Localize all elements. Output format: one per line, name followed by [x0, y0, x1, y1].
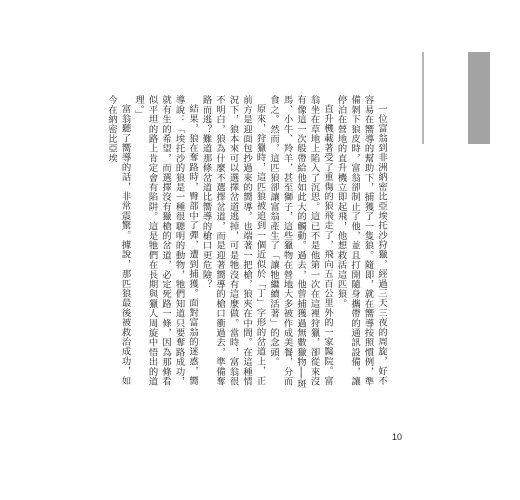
body-text	[106, 95, 388, 393]
page-number: 10	[392, 432, 403, 442]
decorative-vertical-rule	[422, 52, 424, 144]
paragraph: 結果，狼在奪路時，臀部中了彈，遭到捕獲。面對富翁的迷惑，嚮導說：「埃托沙的狼是一種很聰明的動物，牠們知道只要奪路成功，就有生的希望，而選擇沒有獵槍的岔道，必定死路一條，因為那條看似平坦的路上肯定會有陷阱。這是牠們在長期與獵人周旋中悟出的道理。」	[133, 95, 198, 386]
paragraph: 富翁聽了嚮導的話，非常震驚。據說，那匹狼最後被救治成功，如今在納密比亞埃	[106, 95, 131, 386]
decorative-gray-bar	[468, 52, 490, 144]
paragraph: 一位富翁到非洲納密比亞埃托沙狩獵，經過三天三夜的周旋，好不容易在嚮導的幫助下，捕獲了一隻狼。隨即，就在嚮導按照慣例，準備剝下狼皮時，富翁卻制止了他，並且打開隨身攜帶的通訊設備，讓停泊在營地的直升機立即起飛，他想救活這匹狼。	[335, 95, 387, 386]
paragraph: 原來，狩獵時，這匹狼被追到一個近似於「丁」字形的岔道上，正前方是迎面包抄過來的嚮導，也端著一把槍，狼夾在中間。在這種情況下，狼本來可以選擇岔道逃掉，可是牠沒有這麼做。當時，富翁很不明白，狼為什麼不選擇岔道，而是迎著嚮導的槍口衝過去，準備奪路而逃？難道那條岔道比嚮導的槍口更危險？	[200, 95, 266, 386]
paragraph: 直升機載著受了重傷的狼飛走了，飛向五百公里外的一家醫院。富翁坐在草地上陷入了沉思。這已不是他第一次在這裡狩獵，卻從來沒有像這一次般帶給他如此大的觸動。過去，他曾捕獲過無數獵物──斑馬、小牛、羚羊，甚至獅子，這些獵物在營地大多被作成美餐，分而食之。然而，這匹狼卻讓富翁產生了「讓牠繼續活著」的念頭。	[268, 95, 333, 389]
